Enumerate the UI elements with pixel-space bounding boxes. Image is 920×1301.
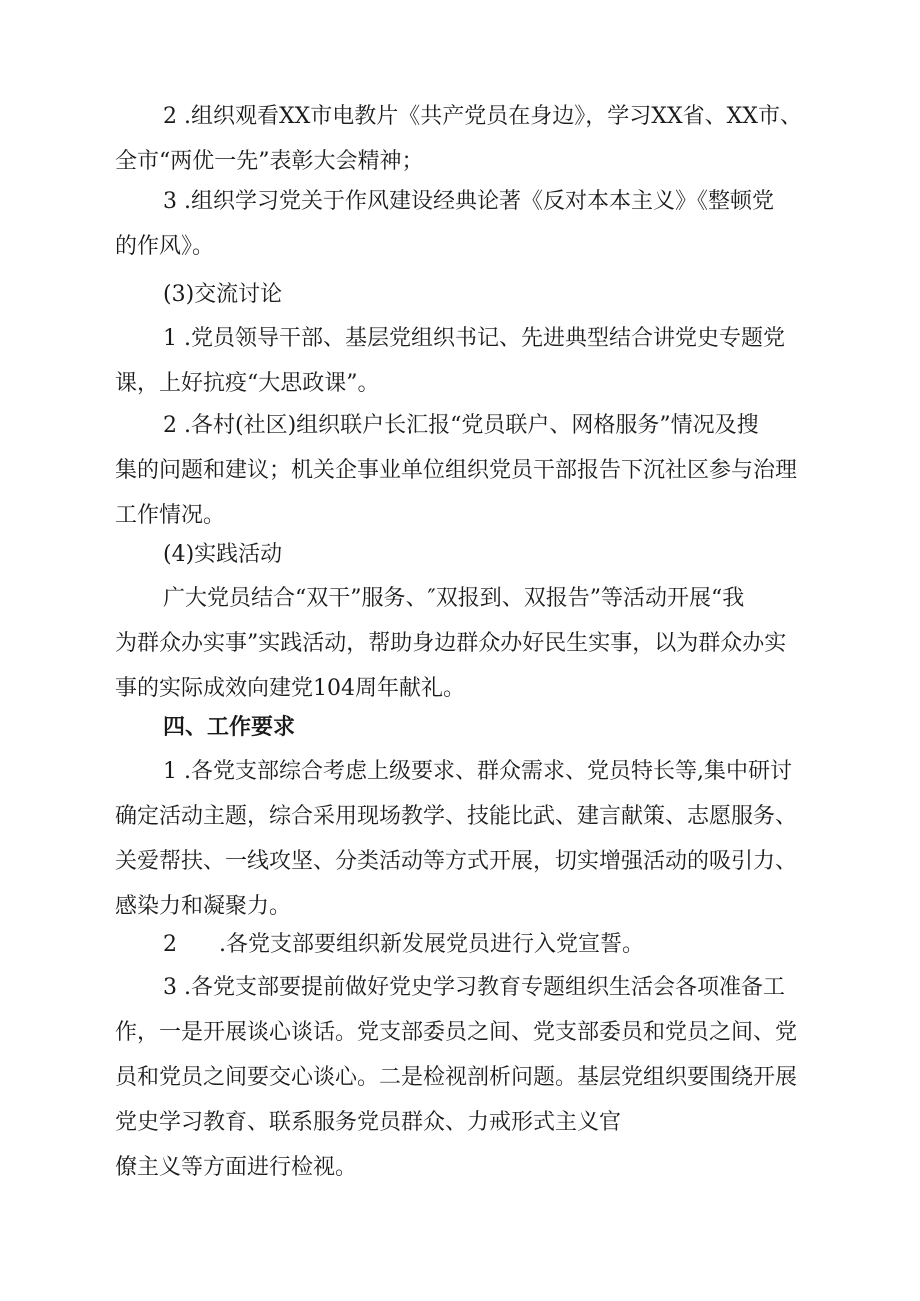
text-line: 工作情况。 xyxy=(115,503,226,528)
paragraph-requirement-1 xyxy=(115,749,835,929)
paragraph-item-2-village-report xyxy=(115,403,835,538)
paragraph-item-2-watch-film xyxy=(115,94,835,184)
paragraph-item-1-party-lesson xyxy=(115,316,835,406)
text-line: 关爱帮扶、一线攻坚、分类活动等方式开展，切实增强活动的吸引力、 xyxy=(115,849,798,874)
text-line: 2 .各党支部要组织新发展党员进行入党宣誓。 xyxy=(163,932,644,957)
paragraph-requirement-3 xyxy=(115,965,835,1190)
text-line: 四、工作要求 xyxy=(163,714,296,740)
text-line: 广大党员结合“双干”服务、″双报到、双报告”等活动开展“我 xyxy=(163,586,745,611)
text-line: 1 .党员领导干部、基层党组织书记、先进典型结合讲党史专题党 xyxy=(163,326,785,351)
text-line: 2 .各村(社区)组织联户长汇报“党员联户、网格服务”情况及搜 xyxy=(163,413,759,438)
text-line: 确定活动主题，综合采用现场教学、技能比武、建言献策、志愿服务、 xyxy=(115,804,798,829)
paragraph-item-3-study-works xyxy=(115,179,835,269)
text-line: 3 .组织学习党关于作风建设经典论著《反对本本主义》《整顿党 xyxy=(163,189,774,214)
text-line: 的作风》。 xyxy=(115,234,215,259)
subheading-practice-activities xyxy=(163,532,883,577)
text-line: (3)交流讨论 xyxy=(163,282,283,307)
text-line: 为群众办实事”实践活动，帮助身边群众办好民生实事，以为群众办实 xyxy=(115,631,787,656)
section-heading-work-requirements xyxy=(163,705,883,750)
text-line: (4)实践活动 xyxy=(163,542,283,567)
text-line: 作，一是开展谈心谈话。党支部委员之间、党支部委员和党员之间、党 xyxy=(115,1020,798,1045)
text-line: 僚主义等方面进行检视。 xyxy=(115,1155,358,1180)
text-line: 集的问题和建议；机关企事业单位组织党员干部报告下沉社区参与治理 xyxy=(115,458,798,483)
text-line: 员和党员之间要交心谈心。二是检视剖析问题。基层党组织要围绕开展 xyxy=(115,1065,798,1090)
text-line: 3 .各党支部要提前做好党史学习教育专题组织生活会各项准备工 xyxy=(163,975,785,1000)
subheading-exchange-discussion xyxy=(163,272,883,317)
text-line: 感染力和凝聚力。 xyxy=(115,894,292,919)
text-line: 事的实际成效向建党104周年献礼。 xyxy=(115,676,465,701)
paragraph-practice-body xyxy=(115,576,835,711)
text-line: 2 .组织观看XX市电教片《共产党员在身边》，学习XX省、XX市、 xyxy=(163,104,802,129)
paragraph-requirement-2 xyxy=(115,922,835,967)
text-line: 1 .各党支部综合考虑上级要求、群众需求、党员特长等,集中研讨 xyxy=(163,759,792,784)
text-line: 全市“两优一先”表彰大会精神； xyxy=(115,149,424,174)
text-line: 课，上好抗疫“大思政课”。 xyxy=(115,371,380,396)
text-line: 党史学习教育、联系服务党员群众、力戒形式主义官 xyxy=(115,1110,622,1135)
